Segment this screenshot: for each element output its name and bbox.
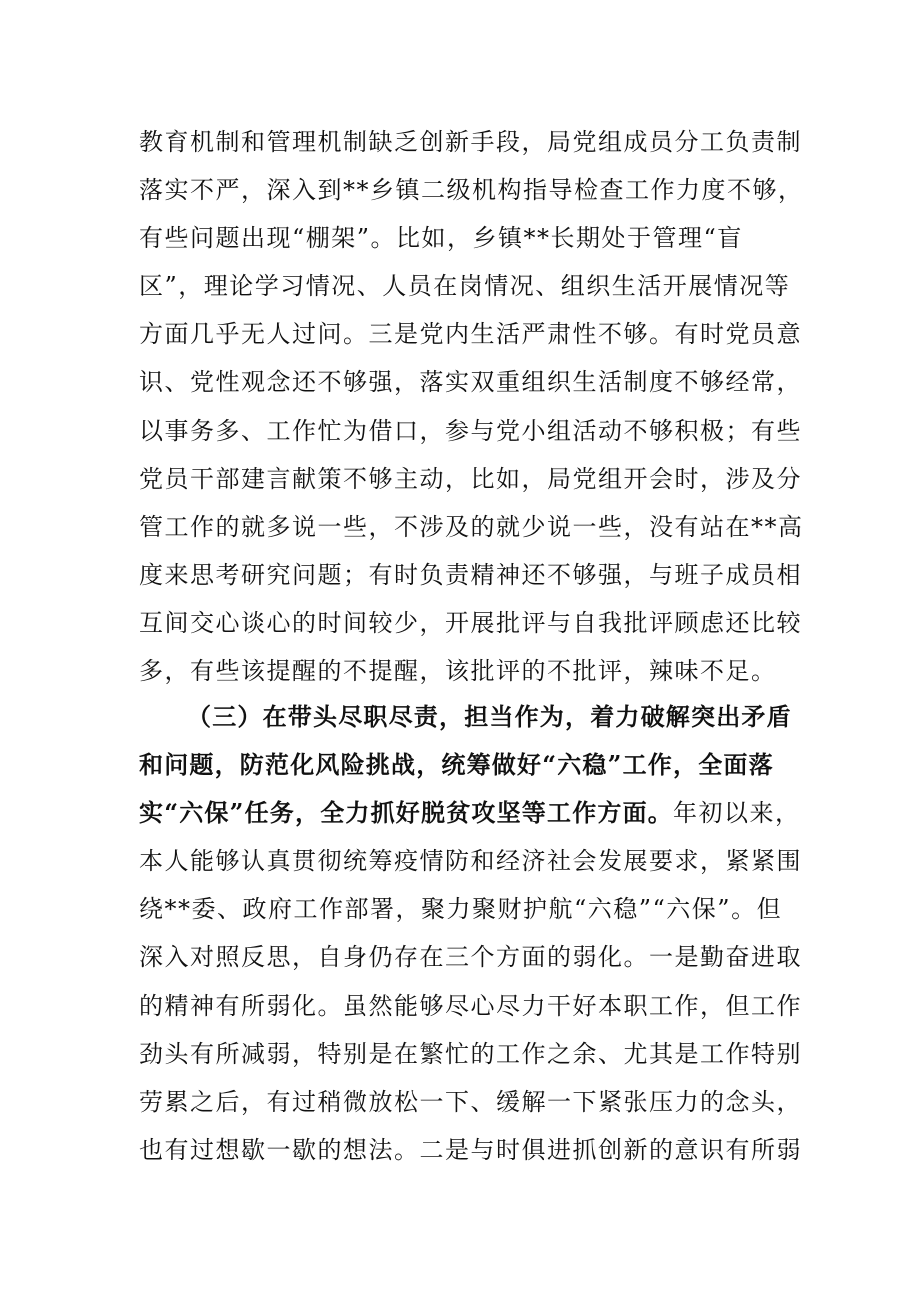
mixed-line [139,789,801,837]
paragraph-start: 年初以来， [673,799,801,828]
text-line: 度来思考研究问题；有时负责精神还不够强，与班子成员相 [139,560,802,589]
text-line: 多，有些该提醒的不提醒，该批评的不批评，辣味不足。 [139,657,777,686]
text-line: 党员干部建言献策不够主动，比如，局党组开会时，涉及分 [139,464,802,493]
section-heading-line: （三）在带头尽职尽责，担当作为，着力破解突出矛盾 [187,702,792,731]
text-line: 落实不严，深入到**乡镇二级机构指导检查工作力度不够， [139,176,804,205]
text-line: 识、党性观念还不够强，落实双重组织生活制度不够经常， [139,368,802,397]
text-line: 绕**委、政府工作部署，聚力聚财护航“六稳”“六保”。但 [139,895,783,924]
section-heading-end: 实“六保”任务，全力抓好脱贫攻坚等工作方面。 [139,798,674,828]
text-line: 的精神有所弱化。虽然能够尽心尽力干好本职工作，但工作 [139,991,802,1020]
text-line: 管工作的就多说一些，不涉及的就少说一些，没有站在**高 [139,512,804,541]
text-line: 教育机制和管理机制缺乏创新手段，局党组成员分工负责制 [139,128,802,156]
text-line: 有些问题出现“棚架”。比如，乡镇**长期处于管理“盲 [139,224,743,253]
section-three [139,693,802,1174]
text-line: 互间交心谈心的时间较少，开展批评与自我批评顾虑还比较 [139,608,802,637]
text-line: 劲头有所减弱，特别是在繁忙的工作之余、尤其是工作特别 [139,1039,802,1068]
text-line: 方面几乎无人过问。三是党内生活严肃性不够。有时党员意 [139,320,802,349]
text-line: 区”，理论学习情况、人员在岗情况、组织生活开展情况等 [139,272,791,301]
paragraph-party-life [139,118,804,695]
section-heading-line: 和问题，防范化风险挑战，统筹做好“六稳”工作，全面落 [139,750,774,780]
text-line: 深入对照反思，自身仍存在三个方面的弱化。一是勤奋进取 [139,943,802,972]
text-line: 也有过想歇一歇的想法。二是与时俱进抓创新的意识有所弱 [139,1135,802,1164]
text-line: 劳累之后，有过稍微放松一下、缓解一下紧张压力的念头， [139,1087,802,1116]
text-line: 本人能够认真贯彻统筹疫情防和经济社会发展要求，紧紧围 [139,847,802,876]
text-line: 以事务多、工作忙为借口，参与党小组活动不够积极；有些 [139,416,802,445]
